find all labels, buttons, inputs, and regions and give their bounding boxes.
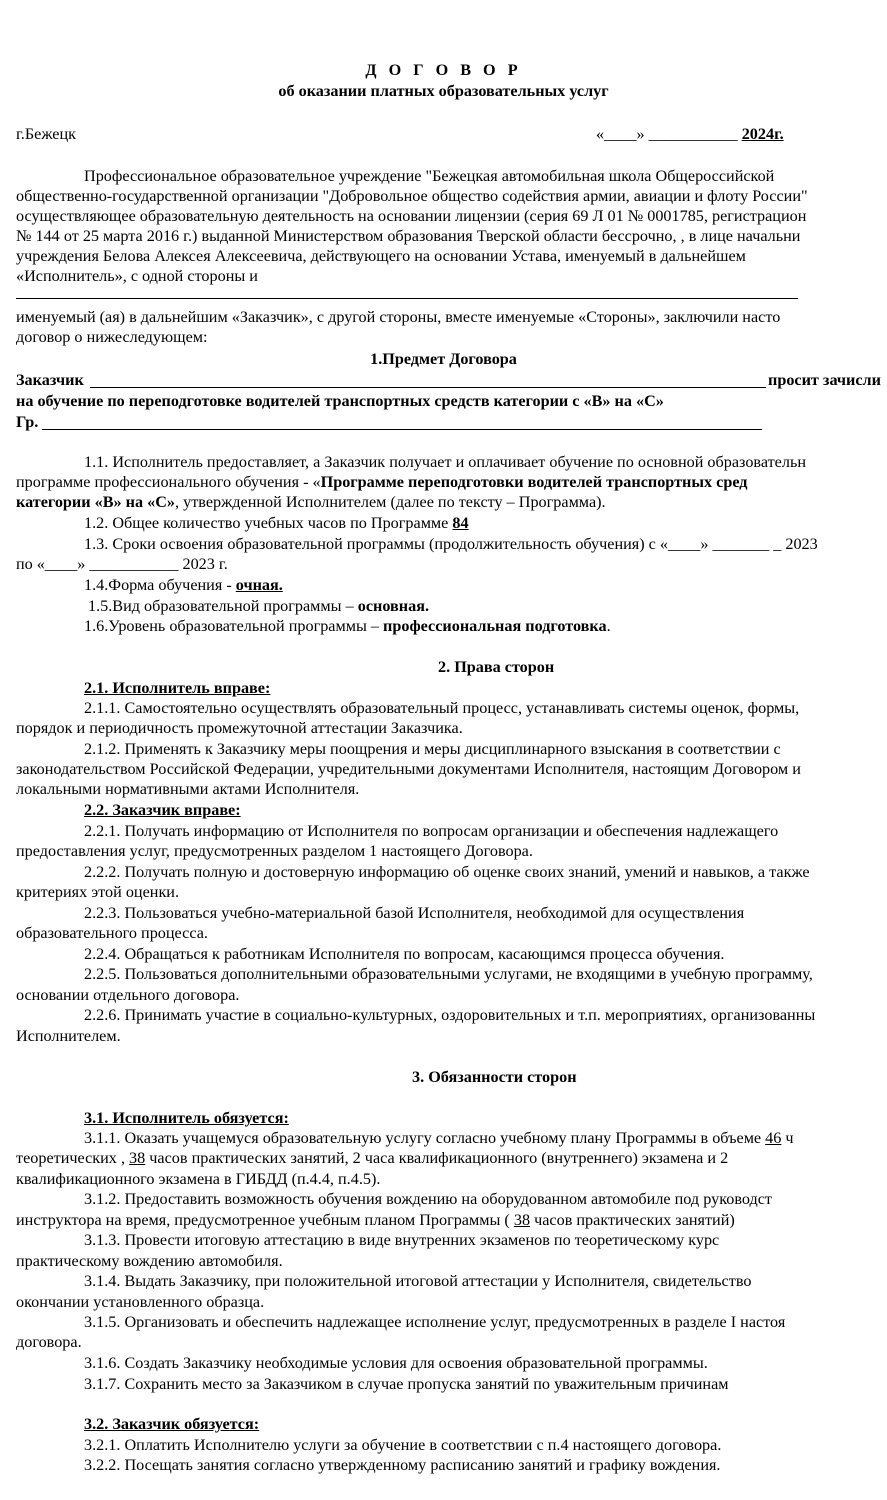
total-hours: 84 xyxy=(452,514,469,532)
contract-date xyxy=(596,124,887,145)
clause-3-1-3: 3.1.3. Провести итоговую аттестацию в виде внутренних экзаменов по теоретическому курс xyxy=(84,1231,720,1249)
clause-text: . xyxy=(606,617,611,635)
clause-3-1-1 xyxy=(84,1128,887,1149)
section-3-title: 3. Обязанности сторон xyxy=(412,1068,577,1086)
clause-text: часов практических занятий) xyxy=(530,1211,735,1229)
preamble-line: Профессиональное образовательное учреждение "Бежецкая автомобильная школа Общероссийской xyxy=(84,167,775,185)
program-name: Программе переподготовки водителей транспортных сред xyxy=(320,473,748,491)
clause-1-3: 1.3. Сроки освоения образовательной программы (продолжительность обучения) с «____» _______ _ 2023 xyxy=(84,535,818,553)
clause-text: 1.2. Общее количество учебных часов по Программе xyxy=(84,514,453,532)
preamble-line: учреждения Белова Алексея Алексеевича, действующего на основании Устава, именуемый в дальнейшем xyxy=(16,247,746,265)
clause-text: 3.1.1. Оказать учащемуся образовательную услугу согласно учебному плану Программы в объеме xyxy=(84,1129,766,1147)
program-type: основная. xyxy=(357,597,429,615)
clause-3-1-1-cont: квалификационного экзамена в ГИБДД (п.4.4, п.4.5). xyxy=(16,1170,381,1188)
clause-1-4 xyxy=(84,575,887,596)
practice-hours: 38 xyxy=(129,1149,146,1167)
clause-1-3-cont: по «____» ___________ 2023 г. xyxy=(16,555,228,573)
date-blank: «____» ___________ xyxy=(596,125,742,143)
clause-text: 1.4.Форма обучения - xyxy=(84,576,236,594)
city: г.Бежецк xyxy=(16,125,77,143)
clause-3-1-5: 3.1.5. Организовать и обеспечить надлежащее исполнение услуг, предусмотренных в разделе I настоя xyxy=(84,1313,786,1331)
clause-2-1-1: 2.1.1. Самостоятельно осуществлять образовательный процесс, устанавливать системы оценок, формы, xyxy=(84,699,800,717)
clause-3-1-4-cont: окончании установленного образца. xyxy=(16,1293,265,1311)
citizen-blank-line xyxy=(42,429,762,430)
clause-3-1-5-cont: договора. xyxy=(16,1333,82,1351)
clause-2-2-6-cont: Исполнителем. xyxy=(16,1027,121,1045)
contract-subtitle: об оказании платных образовательных услуг xyxy=(278,82,609,100)
clause-3-1-7: 3.1.7. Сохранить место за Заказчиком в случае пропуска занятий по уважительным причинам xyxy=(84,1375,729,1393)
clause-3-2-2: 3.2.2. Посещать занятия согласно утвержденному расписанию занятий и графику вождения. xyxy=(84,1456,721,1474)
practice-hours: 38 xyxy=(513,1211,531,1229)
clause-3-1-3-cont: практическому вождению автомобиля. xyxy=(16,1252,283,1270)
parties-line: именуемый (ая) в дальнейшим «Заказчик», с другой стороны, вместе именуемые «Стороны», заключили насто xyxy=(16,308,781,326)
parties-line: договор о нижеследующем: xyxy=(16,328,208,346)
clause-text: теоретических , xyxy=(16,1149,130,1167)
contract-year: 2024г. xyxy=(741,125,784,143)
clause-1-1-cont xyxy=(16,472,887,493)
clause-3-1-2-cont xyxy=(16,1210,887,1231)
clause-2-2-4: 2.2.4. Обращаться к работникам Исполнителя по вопросам, касающимся процесса обучения. xyxy=(84,945,725,963)
clause-text: ч xyxy=(781,1129,794,1147)
clause-2-2-3-cont: образовательного процесса. xyxy=(16,924,208,942)
section-2-2-heading: 2.2. Заказчик вправе: xyxy=(84,801,241,819)
section-3-2-heading: 3.2. Заказчик обязуется: xyxy=(84,1415,260,1433)
clause-2-2-1-cont: предоставления услуг, предусмотренных разделом 1 настоящего Договора. xyxy=(16,842,533,860)
clause-2-2-1: 2.2.1. Получать информацию от Исполнителя по вопросам организации и обеспечения надлежащего xyxy=(84,822,779,840)
clause-2-1-1-cont: порядок и периодичность промежуточной аттестации Заказчика. xyxy=(16,719,463,737)
section-2-title: 2. Права сторон xyxy=(438,658,555,676)
clause-text: инструктора на время, предусмотренное учебным планом Программы ( xyxy=(16,1211,514,1229)
program-category: категории «В» на «С» xyxy=(16,493,176,511)
study-form: очная. xyxy=(235,576,283,594)
clause-1-6 xyxy=(84,616,887,637)
clause-2-1-2-cont: локальными нормативными актами Исполнителя. xyxy=(16,780,360,798)
clause-3-1-1-cont xyxy=(16,1148,887,1169)
clause-3-1-4: 3.1.4. Выдать Заказчику, при положительной итоговой аттестации у Исполнителя, свидетельство xyxy=(84,1272,752,1290)
clause-2-2-5-cont: основании отдельного договора. xyxy=(16,986,240,1004)
section-2-1-heading: 2.1. Исполнитель вправе: xyxy=(84,679,271,697)
clause-1-2 xyxy=(84,513,887,534)
clause-2-2-2-cont: критериях этой оценки. xyxy=(16,883,180,901)
preamble-line: общественно-государственной организации "Добровольное общество содействия армии, авиации и флоту России" xyxy=(16,187,808,205)
preamble-line: осуществляющее образовательную деятельность на основании лицензии (серия 69 Л 01 № 0001785, регистрацион xyxy=(16,207,807,225)
clause-2-2-2: 2.2.2. Получать полную и достоверную информацию об оценке своих знаний, умений и навыков, а также xyxy=(84,863,810,881)
section-3-1-heading: 3.1. Исполнитель обязуется: xyxy=(84,1109,289,1127)
clause-text: 1.5.Вид образовательной программы – xyxy=(88,597,358,615)
clause-2-2-3: 2.2.3. Пользоваться учебно-материальной базой Исполнителя, необходимой для осуществления xyxy=(84,904,745,922)
customer-blank-line xyxy=(90,387,766,388)
clause-text: , утвержденной Исполнителем (далее по тексту – Программа). xyxy=(175,493,606,511)
clause-2-2-6: 2.2.6. Принимать участие в социально-культурных, оздоровительных и т.п. мероприятиях, организованны xyxy=(84,1006,816,1024)
clause-2-1-2: 2.1.2. Применять к Заказчику меры поощрения и меры дисциплинарного взыскания в соответствии с xyxy=(84,740,781,758)
preamble-line: № 144 от 25 марта 2016 г.) выданной Министерством образования Тверской области бессрочно, , в лице начальни xyxy=(16,227,801,245)
customer-name-line xyxy=(16,298,798,299)
customer-label: Заказчик xyxy=(16,371,84,389)
clause-text: 1.6.Уровень образовательной программы – xyxy=(84,617,384,635)
clause-text: часов практических занятий, 2 часа квалификационного (внутреннего) экзамена и 2 xyxy=(145,1149,729,1167)
clause-3-1-6: 3.1.6. Создать Заказчику необходимые условия для освоения образовательной программы. xyxy=(84,1354,708,1372)
clause-2-2-5: 2.2.5. Пользоваться дополнительными образовательными услугами, не входящими в учебную программу, xyxy=(84,965,813,983)
program-level: профессиональная подготовка xyxy=(383,617,607,635)
clause-1-1: 1.1. Исполнитель предоставляет, а Заказчик получает и оплачивает обучение по основной образовательн xyxy=(84,453,806,471)
contract-title: Д О Г О В О Р xyxy=(365,61,522,79)
course-line: на обучение по переподготовке водителей транспортных средств категории с «В» на «С» xyxy=(16,392,664,410)
section-1-title: 1.Предмет Договора xyxy=(370,350,517,368)
clause-text: программе профессионального обучения - « xyxy=(16,473,321,491)
clause-1-1-cont xyxy=(16,492,887,513)
clause-3-2-1: 3.2.1. Оплатить Исполнителю услуги за обучение в соответствии с п.4 настоящего договора. xyxy=(84,1436,722,1454)
customer-request: просит зачисли xyxy=(768,371,881,389)
clause-1-5 xyxy=(88,596,887,617)
clause-2-1-2-cont: законодательством Российской Федерации, учредительными документами Исполнителя, настоящим Договором и xyxy=(16,760,801,778)
theory-hours: 46 xyxy=(765,1129,782,1147)
preamble-line: «Исполнитель», с одной стороны и xyxy=(16,267,258,285)
clause-3-1-2: 3.1.2. Предоставить возможность обучения вождению на оборудованном автомобиле под руководст xyxy=(84,1190,772,1208)
citizen-label: Гр. xyxy=(16,413,39,431)
